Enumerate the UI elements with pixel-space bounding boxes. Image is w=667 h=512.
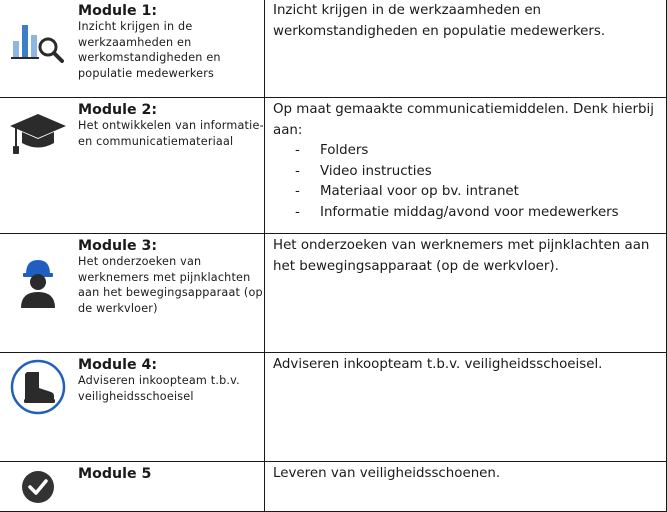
module-title: Module 2: — [78, 102, 158, 118]
module-description: Op maat gemaakte communicatiemiddelen. Denk hierbij aan: — [273, 102, 654, 138]
module-row-1 — [0, 0, 667, 98]
module-subtitle: Inzicht krijgen in de werkzaamheden en werkomstandigheden en populatie medewerkers — [78, 20, 221, 80]
list-item: - Folders — [295, 141, 666, 162]
module-description: Inzicht krijgen in de werkzaamheden en werkomstandigheden en populatie medewerkers. — [265, 0, 667, 98]
chart-magnifier-icon — [6, 15, 70, 63]
module-cell — [0, 234, 265, 353]
module-description-cell — [265, 98, 667, 234]
module-subtitle: Het ontwikkelen van informatie- en communicatiemateriaal — [78, 119, 264, 148]
module-cell — [0, 353, 265, 462]
communication-items-list — [273, 141, 666, 223]
list-item: - Informatie middag/avond voor medewerkers — [295, 203, 666, 224]
module-row-2 — [0, 98, 667, 234]
module-subtitle: Adviseren inkoopteam t.b.v. veiligheidsschoeisel — [78, 374, 240, 403]
worker-helmet-icon — [6, 258, 70, 310]
safety-boot-icon — [6, 358, 70, 416]
module-cell — [0, 462, 265, 512]
module-row-4 — [0, 353, 667, 462]
list-item: - Video instructies — [295, 162, 666, 183]
module-cell — [0, 0, 265, 98]
list-item: - Materiaal voor op bv. intranet — [295, 182, 666, 203]
checkmark-circle-icon — [6, 470, 70, 504]
module-description: Adviseren inkoopteam t.b.v. veiligheidsschoeisel. — [265, 353, 667, 462]
module-title: Module 4: — [78, 357, 158, 373]
module-description: Het onderzoeken van werknemers met pijnklachten aan het bewegingsapparaat (op de werkvloer). — [265, 234, 667, 353]
module-row-3 — [0, 234, 667, 353]
module-description: Leveren van veiligheidsschoenen. — [265, 462, 667, 512]
module-title: Module 5 — [78, 466, 152, 482]
module-row-5 — [0, 462, 667, 512]
module-subtitle: Het onderzoeken van werknemers met pijnklachten aan het bewegingsapparaat (op de werkvloer) — [78, 255, 263, 315]
graduation-cap-icon — [6, 112, 70, 156]
module-title: Module 3: — [78, 238, 158, 254]
module-title: Module 1: — [78, 3, 158, 19]
module-cell — [0, 98, 265, 234]
